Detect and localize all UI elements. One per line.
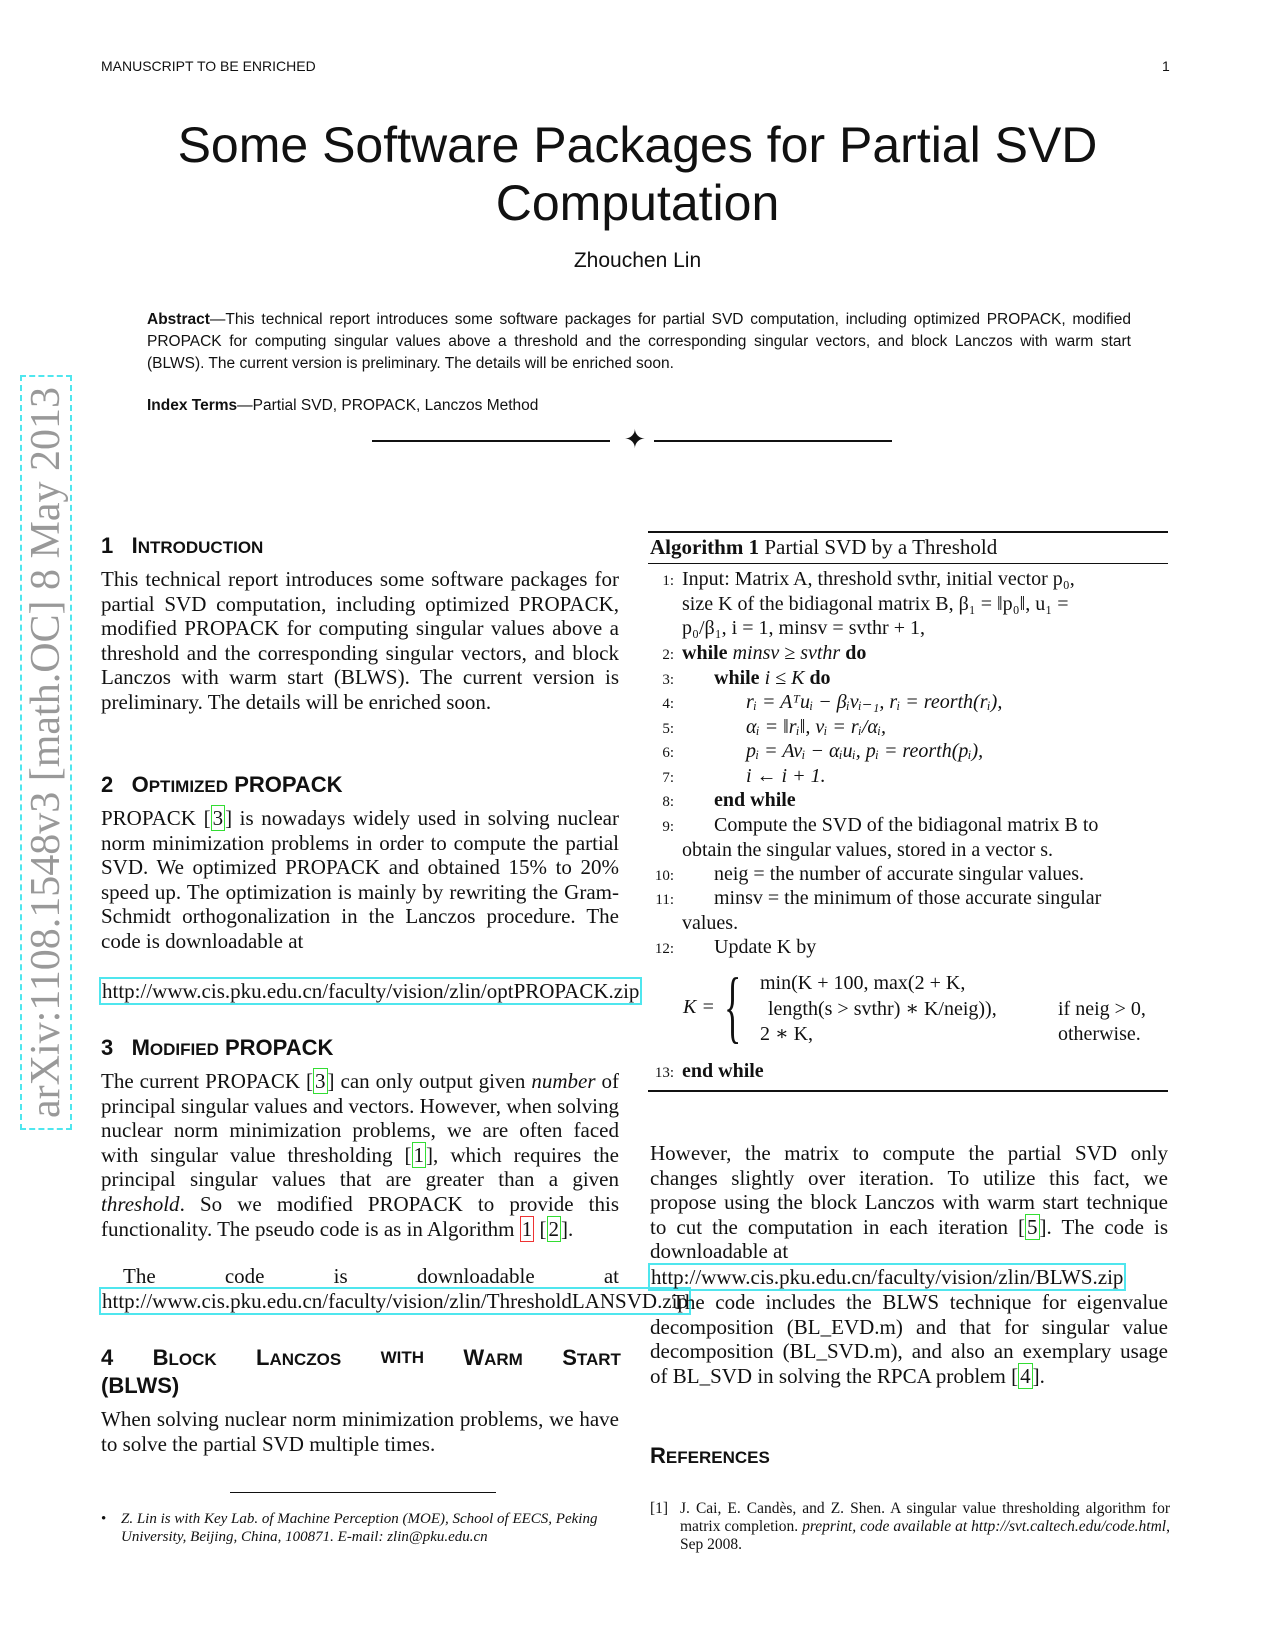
algorithm-line-4-text: rᵢ = Aᵀuᵢ − βᵢvᵢ₋₁, rᵢ = reorth(rᵢ), (746, 691, 1003, 713)
section-1-body: This technical report introduces some software packages for partial SVD computation, including optimized PROPACK, modified PROPACK for computing singular values above a threshold and the corresponding singular vectors, and block Lanczos with warm start (BLWS). The current version is preliminary. The details will be enriched soon. (101, 567, 619, 714)
section-3-heading (101, 1035, 333, 1063)
case-1-condition: if neig > 0, (1058, 998, 1146, 1020)
arxiv-stamp[interactable]: arXiv:1108.1548v3 [math.OC] 8 May 2013 (20, 375, 72, 1130)
section-4-w1 (153, 1345, 217, 1373)
line-number: 5: (662, 721, 674, 737)
s4-rest4: TART (576, 1350, 621, 1369)
alg-11-a: minsv = the minimum of those accurate singular (714, 887, 1102, 909)
ref1-end: , Sep 2008. (680, 1518, 1170, 1553)
algorithm-line-2 (650, 641, 1170, 666)
section-4-heading-line-2: (BLWS) (101, 1373, 180, 1398)
paper-title (120, 116, 1155, 232)
section-4-heading-line-1 (101, 1345, 621, 1373)
citation-link[interactable]: 3 (315, 1069, 326, 1093)
footnote (101, 1510, 621, 1546)
section-4-w4 (562, 1345, 621, 1373)
s4-cap2: L (256, 1345, 270, 1370)
algorithm-bottom-rule (648, 1090, 1168, 1092)
s3-text-5: . So we modified PROPACK to provide this functionality. The pseudo code is as in Algorithm (101, 1191, 619, 1241)
kw: while (714, 667, 760, 689)
citation-link[interactable]: 3 (212, 806, 224, 830)
line-number: 10: (654, 868, 674, 884)
section-4-w3 (463, 1345, 522, 1373)
right-column-para-1: However, the matrix to compute the partial SVD only changes slightly over iteration. To utilize this fact, we propose using the block Lanczos with warm start technique to cut the computation in each iteration [5]. The code is downloadable at (650, 1141, 1168, 1264)
algorithm-title (650, 535, 997, 560)
s3-text-2: can only output given (334, 1069, 532, 1093)
section-2-text-a: PROPACK (101, 806, 204, 830)
section-1-heading (101, 533, 263, 561)
s4-rest2: ANCZOS (269, 1350, 342, 1369)
algorithm-line-3-text (714, 666, 1170, 691)
section-3-body: The current PROPACK [3] can only output given number of principal singular values and vectors. However, when solving nuclear norm minimization problems, we are often faced with singular value thresholding [1], which requires the principal singular values that are greater than a given threshold. So we modified PROPACK to provide this functionality. The pseudo code is as in Algorithm 1 [2]. (101, 1069, 619, 1241)
s3-em-2: threshold (101, 1191, 180, 1216)
section-2-word: PROPACK (234, 772, 343, 797)
footnote-bullet: • (101, 1511, 107, 1527)
algorithm-line-3 (650, 666, 1170, 691)
section-4-number: 4 (101, 1345, 114, 1370)
line-number: 6: (662, 745, 674, 761)
s3-text-6 (534, 1217, 539, 1241)
separator-line-right (654, 440, 892, 442)
algorithm-line-1 (650, 567, 1170, 641)
rc-text-1: However, the matrix to compute the partial SVD only changes slightly over iteration. To utilize this fact, we propose using the block Lanczos with warm start technique to cut the computation in each iteration (650, 1141, 1168, 1239)
references-cap: R (650, 1443, 666, 1468)
section-4-w2 (256, 1345, 341, 1373)
separator-line-left (372, 440, 610, 442)
alg-1-a: Input: Matrix A, threshold svthr, initial vector p₀, (682, 568, 1075, 590)
alg-1-b: size K of the bidiagonal matrix B, β₁ = ‖p₀‖, u₁ = (682, 592, 1069, 615)
ref1-em: preprint, code available at http://svt.caltech.edu/code.html (802, 1518, 1167, 1535)
s4-rest1: LOCK (168, 1350, 217, 1369)
section-3-number: 3 (101, 1035, 114, 1060)
alg-9-b: obtain the singular values, stored in a vector s. (682, 838, 1054, 861)
s3-em-1: number (531, 1069, 596, 1093)
citation-link[interactable]: 1 (413, 1142, 425, 1167)
algorithm-line-9-text (682, 813, 1170, 862)
algorithm-line-13 (650, 1059, 1170, 1084)
section-2-text-b: is nowadays widely used in solving nuclear norm minimization problems in order to compute the partial SVD. We optimized PROPACK and obtained 15% to 20% speed up. The optimization is mainly by rewriting the Gram-Schmidt orthogonalization in the Lanczos procedure. The code is downloadable at (101, 806, 619, 953)
expr: i ≤ K (759, 667, 810, 689)
title-line-1: Some Software Packages for Partial SVD (177, 117, 1098, 173)
case-1-line-a: min(K + 100, max(2 + K, (760, 972, 966, 994)
title-line-2: Computation (495, 175, 780, 231)
algorithm-line-8 (650, 788, 1170, 813)
algorithm-line-5-text: αᵢ = ‖rᵢ‖, vᵢ = rᵢ/αᵢ, (746, 716, 887, 738)
section-4-heading (101, 1345, 621, 1399)
reference-1-text (680, 1500, 1170, 1554)
references-heading (650, 1443, 770, 1471)
line-number: 1: (662, 573, 674, 589)
algorithm-line-8-text: end while (714, 789, 796, 811)
algorithm-line-7 (650, 764, 1170, 789)
equation-lhs: K = (683, 996, 715, 1018)
section-3-para-2: The code is downloadable at (123, 1264, 619, 1288)
kw: do (809, 667, 831, 689)
kw: do (845, 642, 867, 664)
algorithm-line-12-text: Update K by (714, 936, 817, 958)
page-number: 1 (1162, 58, 1170, 74)
algorithm-label: Algorithm 1 (650, 535, 760, 559)
line-number: 2: (662, 647, 674, 663)
line-number: 3: (662, 672, 674, 688)
footnote-text: Z. Lin is with Key Lab. of Machine Perception (MOE), School of EECS, Peking University, Beijing, China, 100871. E-mail: zlin@pku.edu.cn (121, 1511, 598, 1545)
line-number: 8: (662, 794, 674, 810)
line-number: 9: (662, 819, 674, 835)
line-number: 11: (655, 892, 674, 908)
algorithm-line-2-text (682, 641, 1170, 666)
footnote-rule (230, 1492, 496, 1493)
citation-link[interactable]: 4 (1020, 1363, 1031, 1388)
algorithm-mid-rule (648, 563, 1168, 564)
section-2-body: PROPACK [3] is nowadays widely used in solving nuclear norm minimization problems in order to compute the partial SVD. We optimized PROPACK and obtained 15% to 20% speed up. The optimization is mainly by rewriting the Gram-Schmidt orthogonalization in the Lanczos procedure. The code is downloadable at (101, 806, 619, 953)
section-2-heading (101, 772, 343, 800)
citation-link[interactable]: 2 (548, 1216, 560, 1241)
s3-text-1: The current PROPACK (101, 1069, 307, 1093)
line-number: 7: (662, 770, 674, 786)
alg-9-a: Compute the SVD of the bidiagonal matrix B to (714, 814, 1099, 836)
separator-star-icon: ✦ (624, 425, 646, 454)
section-2-rest: PTIMIZED (148, 777, 229, 796)
algorithm-line-5 (650, 715, 1170, 740)
case-1-line-b: length(s > svthr) ∗ K/neig)), (768, 998, 997, 1020)
rc-text-2: . The code is downloadable at (650, 1214, 1168, 1264)
rc-text-4: . (1039, 1363, 1045, 1388)
algorithm-line-6-text: pᵢ = Avᵢ − αᵢuᵢ, pᵢ = reorth(pᵢ), (746, 740, 984, 762)
alg-1-c: p₀/β₁, i = 1, minsv = svthr + 1, (682, 617, 925, 640)
s3-text-3: of principal singular values and vectors. However, when solving nuclear norm minimization problems, we are often faced with singular value thresholding (101, 1069, 619, 1167)
section-2-cap: O (131, 772, 149, 797)
optpropack-link-wrap (99, 979, 642, 1004)
reference-1 (650, 1500, 1170, 1554)
section-1-rest: NTRODUCTION (137, 538, 264, 557)
kw: while (682, 642, 728, 664)
optpropack-link[interactable]: http://www.cis.pku.edu.cn/faculty/vision/zlin/optPROPACK.zip (99, 977, 642, 1005)
s3-text-4: , which requires the principal singular values that are greater than a given (101, 1142, 619, 1192)
algorithm-line-10-text: neig = the number of accurate singular values. (714, 863, 1085, 885)
index-terms (147, 397, 538, 415)
section-1-number: 1 (101, 533, 114, 558)
s4-cap3: W (463, 1345, 485, 1370)
author: Zhouchen Lin (573, 249, 702, 272)
references-rest: EFERENCES (665, 1448, 770, 1467)
index-terms-label: Index Terms (147, 397, 238, 414)
index-terms-text: —Partial SVD, PROPACK, Lanczos Method (237, 397, 539, 414)
section-3-word: PROPACK (225, 1035, 334, 1060)
section-2-number: 2 (101, 772, 114, 797)
algorithm-line-10 (650, 862, 1170, 887)
case-2-line: 2 ∗ K, (760, 1023, 814, 1045)
algorithm-line-12 (650, 935, 1170, 960)
s4-cap1: B (152, 1345, 169, 1370)
running-header: MANUSCRIPT TO BE ENRICHED (101, 58, 316, 74)
s4-with: WITH (380, 1348, 425, 1367)
abstract (147, 309, 1131, 375)
section-4-body: When solving nuclear norm minimization problems, we have to solve the partial SVD multiple times. (101, 1407, 619, 1456)
algorithm-line-9 (650, 813, 1170, 862)
line-number: 12: (654, 941, 674, 957)
blws-link[interactable]: http://www.cis.pku.edu.cn/faculty/vision/zlin/BLWS.zip (648, 1263, 1126, 1291)
case-2-condition: otherwise. (1058, 1023, 1141, 1045)
algorithm-link[interactable]: 1 (521, 1216, 533, 1241)
algorithm-top-rule (648, 531, 1168, 533)
abstract-label: Abstract (147, 311, 210, 328)
line-number: 4: (662, 696, 674, 712)
alg-11-b: values. (682, 911, 739, 934)
thresholdlansvd-link-wrap (99, 1289, 691, 1314)
section-3-cap: M (131, 1035, 150, 1060)
thresholdlansvd-link[interactable]: http://www.cis.pku.edu.cn/faculty/vision/zlin/ThresholdLANSVD.zip (99, 1287, 691, 1315)
section-1-cap: I (131, 533, 138, 558)
s4-rest3: ARM (484, 1350, 523, 1369)
rc-text-3: The code includes the BLWS technique for eigenvalue decomposition (BL_EVD.m) and that for singular value decomposition (BL_SVD.m), and also an exemplary usage of BL_SVD in solving the RPCA problem (650, 1290, 1168, 1388)
citation-link[interactable]: 5 (1027, 1214, 1038, 1239)
algorithm-line-7-text: i ← i + 1. (746, 765, 826, 787)
s3-text-7: . (568, 1216, 574, 1241)
algorithm-line-11 (650, 886, 1170, 935)
abstract-text: —This technical report introduces some software packages for partial SVD computation, including optimized PROPACK, modified PROPACK for computing singular values above a threshold and the corresponding singular vectors, and block Lanczos with warm start (BLWS). The current version is preliminary. The details will be enriched soon. (147, 311, 1131, 372)
equation-brace: { (724, 963, 742, 1051)
ref1-main: J. Cai, E. Candès, and Z. Shen. A singular value thresholding algorithm for matrix completion. (680, 1500, 1170, 1535)
line-number: 13: (654, 1065, 674, 1081)
section-3-rest: ODIFIED (149, 1040, 219, 1059)
algorithm-line-4 (650, 690, 1170, 715)
s4-cap4: S (562, 1345, 577, 1370)
algorithm-line-11-text (682, 886, 1170, 935)
algorithm-line-1-text (682, 567, 1170, 641)
algorithm-line-6 (650, 739, 1170, 764)
reference-1-number: [1] (650, 1500, 669, 1517)
right-column-para-2: The code includes the BLWS technique for eigenvalue decomposition (BL_EVD.m) and that for singular value decomposition (BL_SVD.m), and also an exemplary usage of BL_SVD in solving the RPCA problem [4]. (650, 1290, 1168, 1388)
expr: minsv ≥ svthr (727, 642, 846, 664)
blws-link-wrap (648, 1265, 1126, 1290)
algorithm-line-13-text: end while (682, 1060, 764, 1082)
algorithm-title-text: Partial SVD by a Threshold (764, 535, 998, 559)
